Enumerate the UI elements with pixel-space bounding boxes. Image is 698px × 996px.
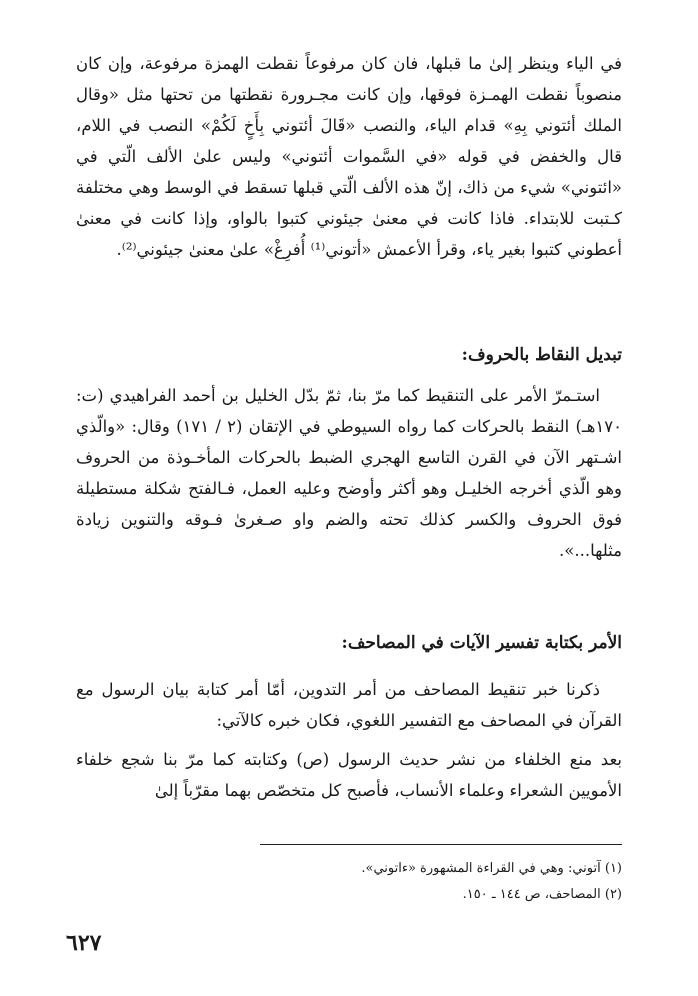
body-text-middle <box>76 380 622 566</box>
footnote-separator <box>260 844 622 845</box>
footnotes <box>242 856 622 908</box>
paragraph-umayyad-caliphs: بعد منع الخلفاء من نشر حديث الرسول (ص) وكتابته كما مرّ بنا شجع خلفاء الأمويين الشعراء وعلماء الأنساب، فأصبح كل متخصّص بهما مقرّباً إلىٰ <box>76 750 622 800</box>
footnote-1: (١) آتوني: وهي في القراءة المشهورة «ءاتوني». <box>361 861 622 876</box>
paragraph-tadwin-news: ذكرنا خبر تنقيط المصاحف من أمر التدوين، أمّا أمر كتابة بيان الرسول مع القرآن في المصاحف مع التفسير اللغوي، فكان خبره كالآتي: <box>76 680 622 730</box>
section-heading-tafsir-in-mushaf: الأمر بكتابة تفسير الآيات في المصاحف: <box>341 633 622 653</box>
section-heading-dots-to-letters: تبديل النقاط بالحروف: <box>461 345 622 365</box>
footnote-2: (٢) المصاحف، ص ١٤٤ ـ ١٥٠. <box>462 887 622 902</box>
paragraph-hamza-rules: في الياء وينظر إلىٰ ما قبلها، فان كان مرفوعاً نقطت الهمزة مرفوعة، وإن كان منصوباً نقطت الهمـزة فوقها، وإن كانت مجـرورة نقطتها من تحتها مثل «وقال الملك أئتوني بِهِ» قدام الياء، والنصب «قَالَ أئتوني بِأَخٍ لَكُمْ» النصب في اللام، قال والخفض في قوله «في السَّموات أئتوني» وليس علىٰ الألف الّتي في «ائتوني» شيء من ذاك، إنّ هذه الألف الّتي قبلها تسقط في الوسط وهي مختلفة كـتبت للابتداء. فاذا كانت في معنىٰ جيئوني كتبوا بالواو، وإذا كانت في معنىٰ أعطوني كتبوا بغير ياء، وقرأ الأعمش «أتوني⁽¹⁾ أُفرِغْ» علىٰ معنىٰ جيئوني⁽²⁾. <box>76 54 622 259</box>
body-text-top <box>76 48 622 265</box>
paragraph-khalil-vowel-marks: استـمرّ الأمر على التنقيط كما مرّ بنا، ثمّ بدّل الخليل بن أحمد الفراهيدي (ت: ١٧٠هـ) النقط بالحركات كما رواه السيوطي في الإتقان (٢ / ١٧١) وقال: «والّذي اشـتهر الآن في القرن التاسع الهجري الضبط بالحركات المأخـوذة من الحروف وهو الّذي أخرجه الخليـل وهو أكثر وأوضح وعليه العمل، فـالفتح شكلة مستطيلة فوق الحروف والكسر كذلك تحته والضم واو صـغرىٰ فـوقه والتنوين زيادة مثلها...». <box>76 386 623 560</box>
page-number: ٦٢٧ <box>66 930 102 956</box>
body-text-bottom <box>76 674 622 806</box>
